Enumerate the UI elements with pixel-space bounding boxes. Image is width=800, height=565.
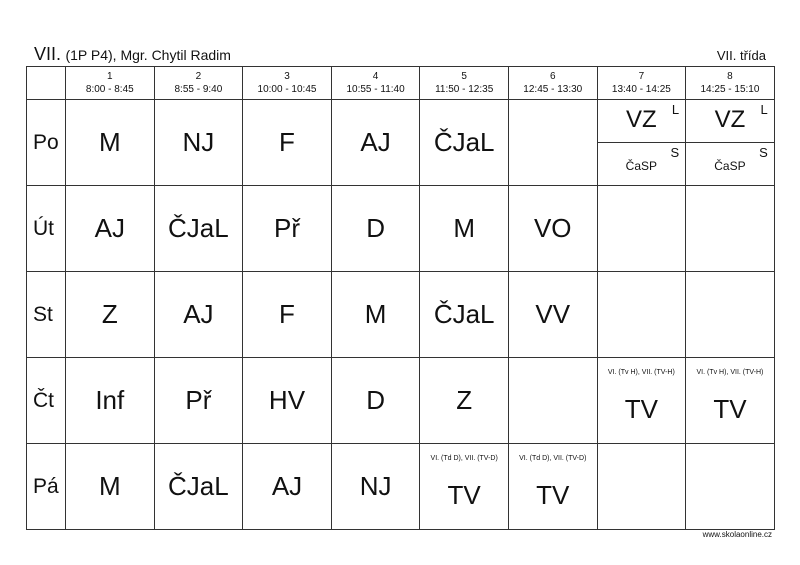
subject-code: AJ [183,299,214,329]
group-note: VI. (Td D), VII. (TV-D) [430,455,498,462]
timetable-grid [26,66,775,530]
lesson-cell[interactable] [597,186,686,272]
lesson-cell[interactable] [686,186,775,272]
subject-code: AJ [271,471,303,501]
period-number: 2 [195,71,202,82]
subject-code: Př [185,385,212,415]
lesson-cell[interactable] [66,444,155,530]
subject-code: Př [273,213,300,243]
lesson-cell[interactable] [508,272,597,358]
period-header [243,67,332,100]
lesson-content [420,444,508,529]
subject-code: Inf [95,385,125,415]
split-lesson [598,100,686,185]
group-note: VI. (Tv H), VII. (TV-H) [607,369,675,376]
timetable-title [34,44,231,66]
period-time: 10:55 - 11:40 [346,84,405,95]
lesson-cell[interactable] [66,186,155,272]
period-time: 10:00 - 10:45 [257,84,317,95]
period-number: 8 [727,71,733,82]
period-number: 7 [638,71,645,82]
period-time: 14:25 - 15:10 [700,84,760,95]
period-number: 6 [549,71,556,82]
title-subtitle: (1P P4), Mgr. Chytil Radim [65,47,231,63]
day-label: Út [27,186,66,272]
group-note: VI. (Td D), VII. (TV-D) [519,455,587,462]
group-marker: L [760,102,768,117]
lesson-cell[interactable] [597,358,686,444]
lesson-cell[interactable] [508,186,597,272]
lesson-cell[interactable] [420,444,509,530]
lesson-cell[interactable] [420,186,509,272]
period-number: 5 [461,71,467,82]
subject-code: ČJaL [168,213,229,243]
period-header-row [27,67,775,100]
subject-code: AJ [360,127,391,157]
period-time: 8:55 - 9:40 [174,84,223,95]
split-lesson-top[interactable] [686,100,774,143]
lesson-cell[interactable] [154,100,243,186]
day-row [27,186,775,272]
group-marker: S [759,145,768,160]
subject-code: ČaSP [714,159,746,173]
split-lesson-bottom[interactable] [598,143,686,185]
subject-code: VZ [626,106,657,133]
period-header [154,67,243,100]
subject-code: Z [456,385,473,415]
period-header [331,67,420,100]
subject-code: TV [447,480,481,510]
subject-code: NJ [182,127,215,157]
subject-code: AJ [94,213,125,243]
group-marker: L [671,102,680,117]
lesson-cell[interactable] [66,100,155,186]
period-header [597,67,686,100]
day-label: Po [27,100,66,186]
subject-code: TV [713,394,747,424]
lesson-cell[interactable] [154,444,243,530]
subject-code: D [366,213,385,243]
day-row [27,272,775,358]
class-code: VII. [34,44,62,64]
period-time: 11:50 - 12:35 [435,84,494,95]
split-lesson [686,100,774,185]
lesson-cell[interactable] [243,272,332,358]
lesson-cell[interactable] [243,358,332,444]
lesson-cell[interactable] [508,358,597,444]
lesson-cell[interactable] [331,272,420,358]
subject-code: VV [535,299,571,329]
lesson-cell[interactable] [154,358,243,444]
period-header [66,67,155,100]
lesson-cell[interactable] [508,444,597,530]
lesson-cell[interactable] [686,272,775,358]
lesson-cell[interactable] [508,100,597,186]
period-header [420,67,509,100]
lesson-cell[interactable] [331,444,420,530]
subject-code: D [366,385,385,415]
lesson-cell[interactable] [66,272,155,358]
period-header [508,67,597,100]
period-number: 3 [284,71,290,82]
lesson-cell[interactable] [66,358,155,444]
lesson-cell[interactable] [154,272,243,358]
subject-code: M [453,213,475,243]
split-lesson-top[interactable] [598,100,686,143]
group-marker: S [670,145,680,160]
subject-code: Z [101,299,118,329]
subject-code: NJ [359,471,392,501]
lesson-cell[interactable] [420,272,509,358]
day-label: Pá [27,444,66,530]
subject-code: HV [268,385,306,415]
lesson-cell[interactable] [243,100,332,186]
lesson-content [598,358,686,443]
subject-code: ČJaL [433,127,495,157]
lesson-cell[interactable] [686,444,775,530]
lesson-content [509,444,597,529]
day-row [27,100,775,186]
lesson-cell[interactable] [597,100,686,186]
subject-code: M [98,471,121,501]
footer-site: www.skolaonline.cz [702,530,772,539]
day-label: Čt [27,358,66,444]
period-header [686,67,775,100]
subject-code: VZ [714,106,746,133]
lesson-cell[interactable] [331,358,420,444]
period-time: 8:00 - 8:45 [85,84,134,95]
lesson-cell[interactable] [243,444,332,530]
lesson-cell[interactable] [331,186,420,272]
period-number: 1 [107,71,113,82]
lesson-cell[interactable] [597,444,686,530]
subject-code: ČaSP [625,159,658,173]
subject-code: ČJaL [168,471,229,501]
period-time: 12:45 - 13:30 [523,84,583,95]
lesson-cell[interactable] [331,100,420,186]
subject-code: TV [536,480,570,510]
period-number: 4 [372,71,379,82]
group-note: VI. (Tv H), VII. (TV-H) [696,369,764,376]
lesson-cell[interactable] [243,186,332,272]
corner-cell [27,67,66,100]
period-time: 13:40 - 14:25 [611,84,671,95]
day-label: St [27,272,66,358]
lesson-cell[interactable] [154,186,243,272]
lesson-cell[interactable] [686,358,775,444]
split-lesson-bottom[interactable] [686,143,774,185]
subject-code: F [279,127,295,157]
lesson-cell[interactable] [686,100,775,186]
subject-code: TV [624,394,658,424]
subject-code: VO [533,213,572,243]
lesson-cell[interactable] [597,272,686,358]
class-label: VII. třída [716,48,766,63]
day-row [27,444,775,530]
subject-code: M [364,299,387,329]
subject-code: ČJaL [433,299,495,329]
day-row [27,358,775,444]
lesson-cell[interactable] [420,100,509,186]
subject-code: F [279,299,295,329]
lesson-content [686,358,774,443]
subject-code: M [98,127,121,157]
lesson-cell[interactable] [420,358,509,444]
